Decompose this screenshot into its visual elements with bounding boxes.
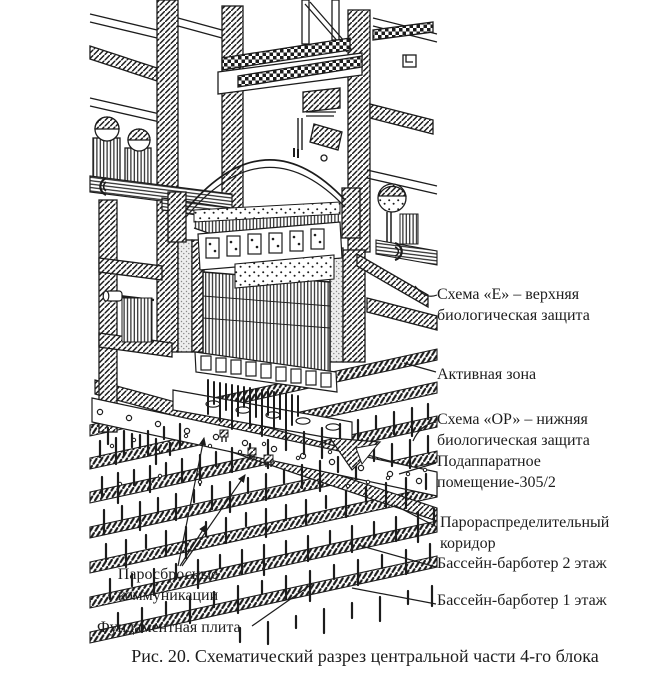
label-lower-bio-shield: Схема «ОР» – нижняя биологическая защита bbox=[437, 411, 590, 449]
steam-drum-right bbox=[376, 184, 437, 265]
figure-caption: Рис. 20. Схематический разрез центральной части 4-го блока bbox=[131, 646, 599, 666]
label-room-305-2: Подаппаратное помещение-305/2 bbox=[437, 453, 556, 491]
label-steam-corridor: Парораспределительный коридор bbox=[440, 514, 610, 552]
label-bubbler-pool-2: Бассейн-барботер 2 этаж bbox=[437, 555, 607, 572]
label-steam-discharge: Паросбросные коммуникации bbox=[117, 566, 219, 604]
label-active-zone: Активная зона bbox=[437, 366, 537, 383]
label-upper-bio-shield: Схема «Е» – верхняя биологическая защита bbox=[437, 286, 590, 324]
label-foundation-plate: Фундаментная плита bbox=[97, 619, 241, 636]
steam-separator-drums-left bbox=[93, 117, 151, 186]
label-bubbler-pool-1: Бассейн-барботер 1 этаж bbox=[437, 592, 607, 609]
refueling-crane bbox=[218, 0, 433, 161]
